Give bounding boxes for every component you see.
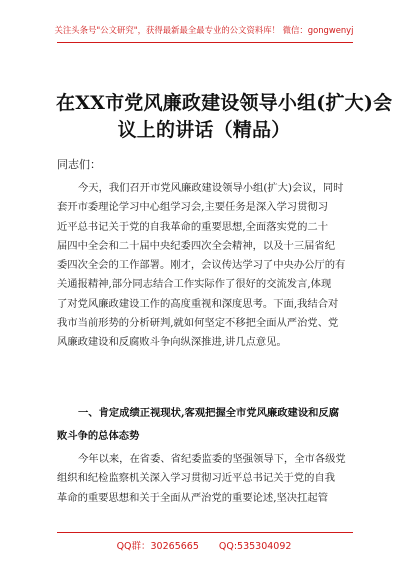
title-line-1: 在XX市党风廉政建设领导小组(扩大)会 [56, 92, 393, 114]
footer-qq: QQ:535304092 [218, 541, 292, 552]
paragraph-line: 委四次全会的工作部署。刚才，会议传达学习了中央办公厅的有 [57, 259, 346, 272]
document-title [56, 90, 393, 144]
paragraph-line: 革命的重要思想和关于全面从严治党的重要论述,坚决扛起管 [57, 491, 328, 504]
salutation: 同志们： [57, 158, 101, 171]
paragraph-line: 届四中全会和二十届中央纪委四次全会精神，以及十三届省纪 [57, 239, 336, 252]
paragraph-line: 近平总书记关于党的自我革命的重要思想,全面落实党的二十 [57, 220, 328, 233]
title-line-2: 议上的讲话（精品） [117, 119, 291, 141]
footer-divider [57, 532, 353, 533]
paragraph-intro [57, 179, 353, 353]
paragraph-line: 了对党风廉政建设工作的高度重视和深度思考。下面,我结合对 [57, 297, 339, 310]
section-heading-1 [57, 402, 353, 448]
paragraph-line: 我市当前形势的分析研判,就如何坚定不移把全面从严治党、党 [57, 317, 339, 330]
paragraph-line: 套开市委理论学习中心组学习会,主要任务是深入学习贯彻习 [57, 201, 328, 214]
paragraph-line: 风廉政建设和反腐败斗争向纵深推进,讲几点意见。 [57, 336, 287, 349]
paragraph-line: 组织和纪检监察机关深入学习贯彻习近平总书记关于党的自我 [57, 472, 336, 485]
header-banner: 关注头条号"公文研究"，获得最新最全最专业的公文资料库！ 微信：gongwenyj [54, 25, 354, 35]
header-divider [57, 42, 353, 43]
paragraph-line: 今天，我们召开市党风廉政建设领导小组(扩大)会议，同时 [78, 182, 344, 194]
heading-line: 败斗争的总体态势 [57, 430, 140, 442]
paragraph-line: 关通报精神,部分同志结合工作实际作了很好的交流发言,体现 [57, 278, 332, 291]
footer-contact [0, 538, 408, 552]
heading-line: 一、肯定成绩正视现状,客观把握全市党风廉政建设和反腐 [78, 407, 340, 419]
paragraph-section-1 [57, 450, 353, 508]
footer-qq-group: QQ群：30265665 [116, 541, 199, 552]
paragraph-line: 今年以来，在省委、省纪委监委的坚强领导下，全市各级党 [78, 453, 346, 465]
